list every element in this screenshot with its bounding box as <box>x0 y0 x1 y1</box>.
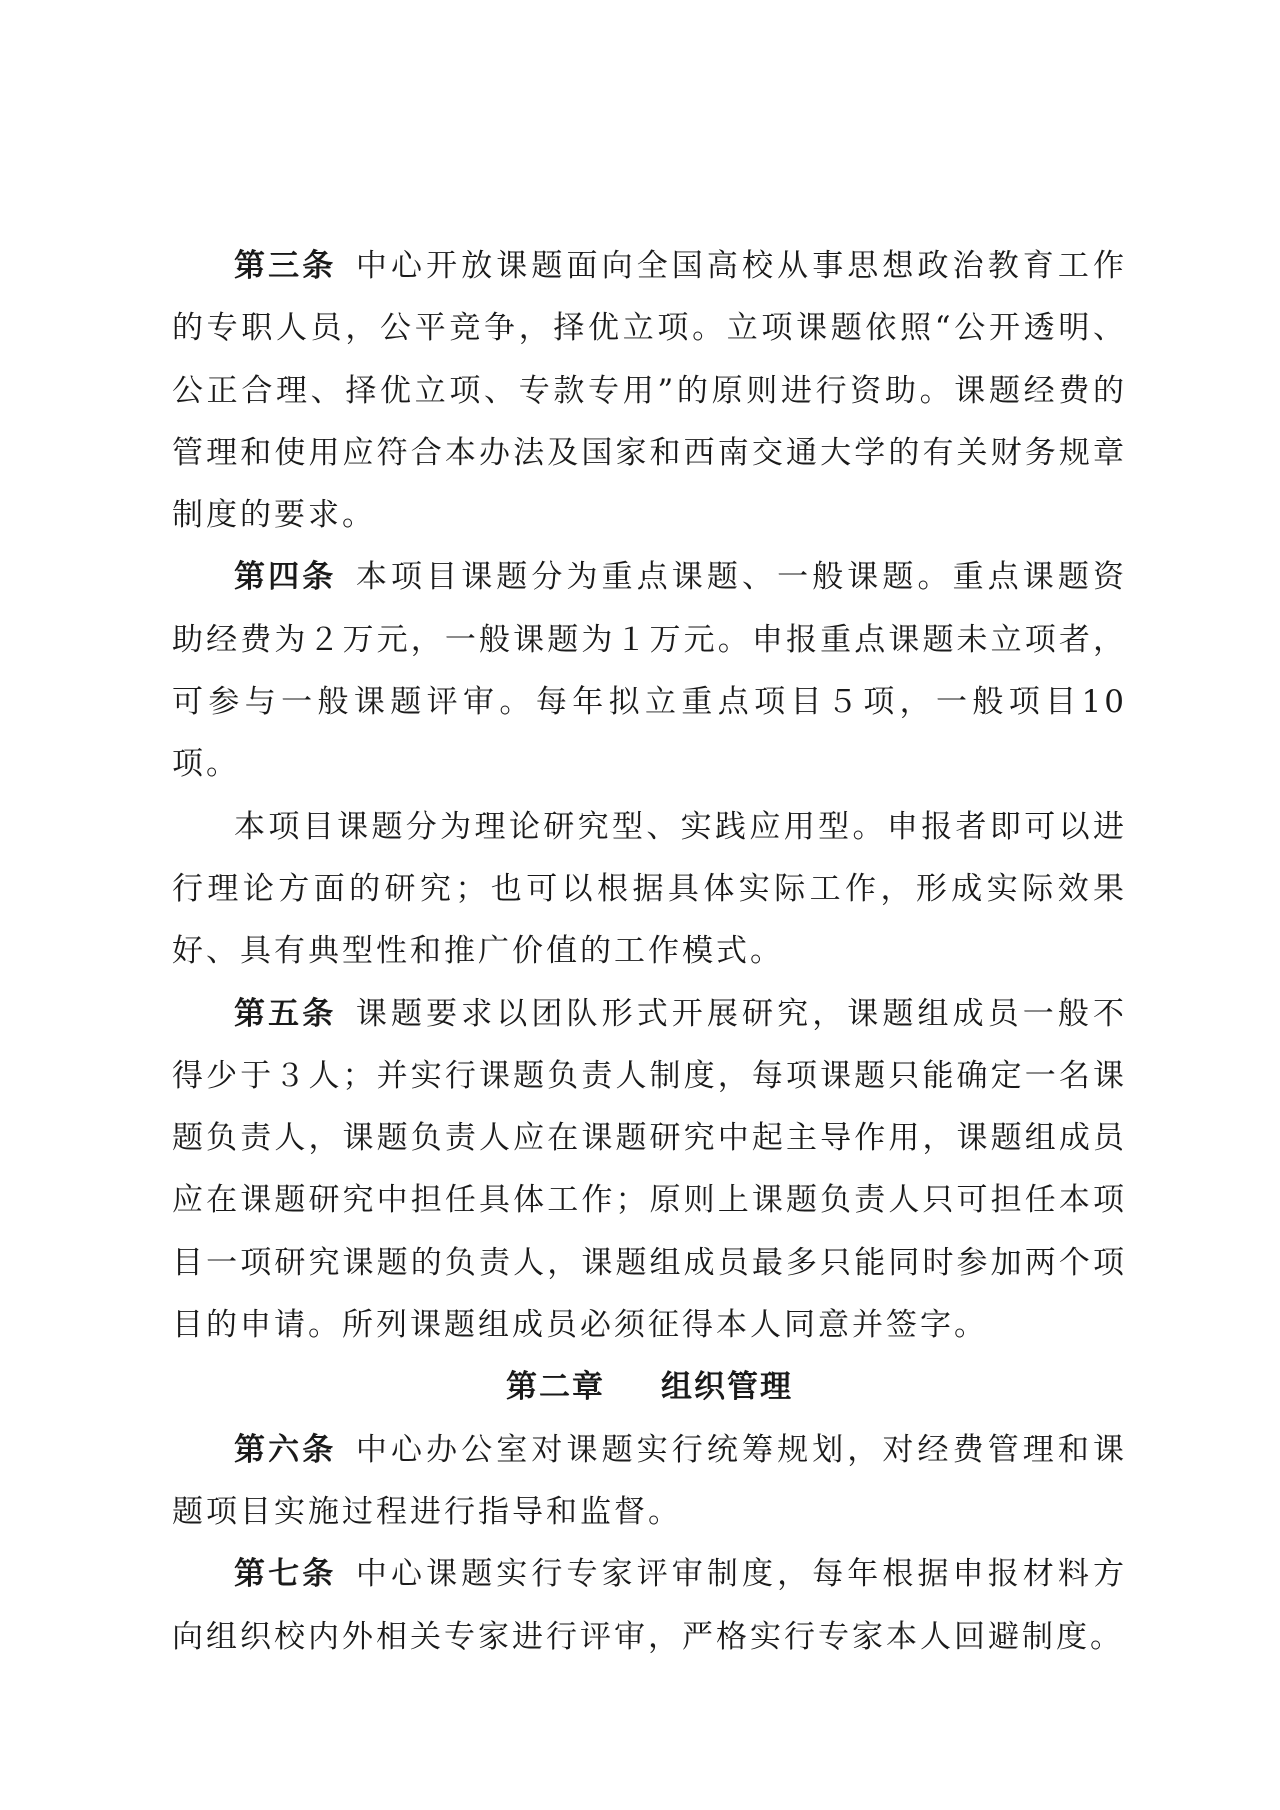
article-5-text: 课题要求以团队形式开展研究，课题组成员一般不得少于３人；并实行课题负责人制度，每项课题只能确定一名课题负责人，课题负责人应在课题研究中起主导作用，课题组成员应在课题研究中担任具体工作；原则上课题负责人只可担任本项目一项研究课题的负责人，课题组成员最多只能同时参加两个项目的申请。所列课题组成员必须征得本人同意并签字。 <box>172 995 1128 1344</box>
article-4 <box>172 546 1127 795</box>
chapter-number: 第二章 <box>506 1369 605 1406</box>
article-3-heading: 第三条 <box>234 248 337 284</box>
article-6 <box>172 1419 1127 1544</box>
article-4-text: 本项目课题分为重点课题、一般课题。重点课题资助经费为２万元，一般课题为１万元。申报重点课题未立项者，可参与一般课题评审。每年拟立重点项目５项，一般项目10项。 <box>172 559 1128 783</box>
article-7 <box>172 1543 1127 1668</box>
article-4-continuation-text: 本项目课题分为理论研究型、实践应用型。申报者即可以进行理论方面的研究；也可以根据具体实际工作，形成实际效果好、具有典型性和推广价值的工作模式。 <box>172 808 1127 970</box>
article-4-heading: 第四条 <box>234 559 337 596</box>
article-4-continuation <box>172 796 1127 983</box>
article-6-heading: 第六条 <box>234 1431 337 1468</box>
chapter-title: 组织管理 <box>661 1369 793 1406</box>
article-5 <box>172 983 1127 1357</box>
chapter-heading <box>172 1356 1127 1418</box>
article-7-heading: 第七条 <box>234 1556 337 1593</box>
article-7-text: 中心课题实行专家评审制度，每年根据申报材料方向组织校内外相关专家进行评审，严格实行专家本人回避制度。 <box>172 1556 1128 1655</box>
article-3-text: 中心开放课题面向全国高校从事思想政治教育工作的专职人员，公平竞争，择优立项。立项课题依照“公开透明、公正合理、择优立项、专款专用”的原则进行资助。课题经费的管理和使用应符合本办法及国家和西南交通大学的有关财务规章制度的要求。 <box>172 248 1128 534</box>
article-3 <box>172 235 1127 546</box>
article-6-text: 中心办公室对课题实行统筹规划，对经费管理和课题项目实施过程进行指导和监督。 <box>172 1431 1128 1530</box>
article-5-heading: 第五条 <box>234 995 337 1032</box>
document-body <box>172 235 1127 1668</box>
